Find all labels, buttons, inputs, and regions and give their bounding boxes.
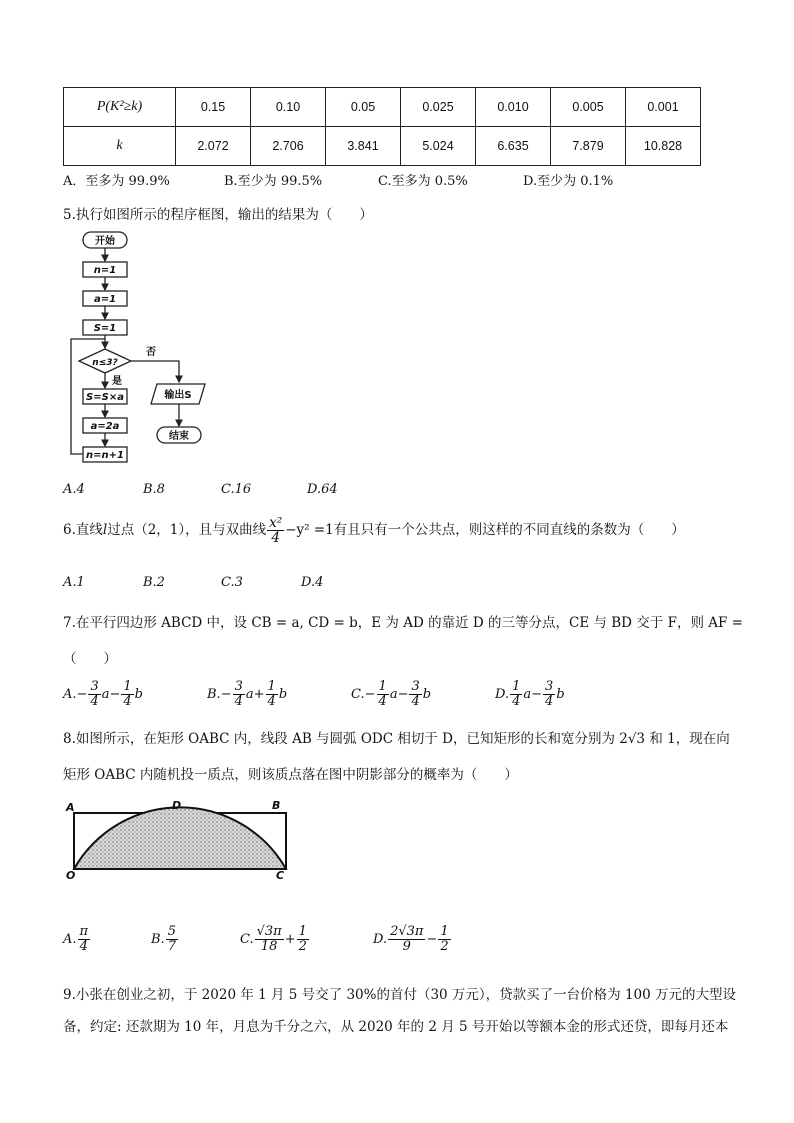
table-cell: 5.024 xyxy=(401,127,476,166)
label-o: O xyxy=(66,869,76,879)
q6-tail: −y² =1有且只有一个公共点，则这样的不同直线的条数为（ ） xyxy=(285,522,685,538)
q9-stem: 9.小张在创业之初，于 2020 年 1 月 5 号交了 30%的首付（30 万元），贷款买了一台价格为 100 万元的大型设 xyxy=(63,987,737,1003)
vec: b xyxy=(278,687,288,702)
table-cell: 2.706 xyxy=(251,127,326,166)
vec: a xyxy=(245,687,254,702)
op: − xyxy=(426,932,438,947)
q6-option-b: B.2 xyxy=(143,575,165,590)
q8-option-d xyxy=(373,925,452,954)
sign: − xyxy=(109,687,121,702)
q8-stem-line2: 矩形 OABC 内随机投一质点，则该质点落在图中阴影部分的概率为（ ） xyxy=(63,767,518,783)
q9-stem-line2: 备，约定: 还款期为 10 年，月息为千分之六，从 2020 年的 2 月 5 号开始以等额本金的形式还贷，即每月还本 xyxy=(63,1019,729,1035)
q4-option-d: D.至少为 0.1% xyxy=(523,174,614,189)
label-d: D xyxy=(172,799,182,812)
q6-line-l: l xyxy=(102,522,108,538)
frac-den: 4 xyxy=(79,939,88,954)
flowchart xyxy=(63,227,233,467)
frac-den: 18 xyxy=(260,939,278,954)
q6-frac-num: x² xyxy=(269,515,283,531)
frac-num: 2√3π xyxy=(390,924,424,939)
op: + xyxy=(284,932,296,947)
sign: − xyxy=(397,687,409,702)
q7-stem: 7.在平行四边形 ABCD 中，设 CB = a, CD = b，E 为 AD 的靠近 D 的三等分点，CE 与 BD 交于 F，则 AF = xyxy=(63,615,743,631)
vec: a xyxy=(389,687,398,702)
table-cell: 0.025 xyxy=(401,88,476,127)
frac-den: 4 xyxy=(512,694,521,709)
flow-yes-label: 是 xyxy=(112,376,122,387)
q6-prefix: 6.直线 xyxy=(63,522,103,538)
flow-a-update-label: a=2a xyxy=(90,421,120,432)
vec: b xyxy=(134,687,143,702)
frac-num: 3 xyxy=(411,679,420,694)
q8-stem: 8.如图所示，在矩形 OABC 内，线段 AB 与圆弧 ODC 相切于 D，已知矩形的长和宽分别为 2√3 和 1，现在向 xyxy=(63,731,730,747)
opt-label: A. xyxy=(63,687,77,702)
opt-label: D. xyxy=(373,932,388,947)
frac-den: 4 xyxy=(411,694,420,709)
q7-option-c xyxy=(351,680,431,709)
opt-label: B. xyxy=(207,687,221,702)
frac-num: π xyxy=(79,924,89,939)
q7-stem-line2: （ ） xyxy=(63,651,117,667)
flow-n-init-label: n=1 xyxy=(93,265,117,276)
table-cell: 0.001 xyxy=(626,88,701,127)
frac-num: 5 xyxy=(167,924,176,939)
label-b: B xyxy=(272,799,281,812)
q5-option-b: B.8 xyxy=(143,482,165,497)
opt-label: B. xyxy=(151,932,165,947)
flow-output-label: 输出S xyxy=(164,390,192,401)
q6-option-d: D.4 xyxy=(301,575,324,590)
frac-den: 4 xyxy=(267,694,276,709)
q7-option-a xyxy=(63,680,143,709)
q6-option-c: C.3 xyxy=(221,575,243,590)
q5-option-a: A.4 xyxy=(63,482,85,497)
q6-fraction xyxy=(267,516,284,545)
rectangle-arc-figure xyxy=(64,797,296,879)
q6-frac-den: 4 xyxy=(271,530,280,546)
table-cell: 10.828 xyxy=(626,127,701,166)
q4-option-c: C.至多为 0.5% xyxy=(378,174,468,189)
q8-option-b xyxy=(151,925,179,954)
q7-option-d xyxy=(495,680,565,709)
critical-value-table xyxy=(63,87,701,166)
frac-den: 7 xyxy=(167,939,176,954)
vec: b xyxy=(422,687,432,702)
frac-den: 4 xyxy=(545,694,554,709)
frac-num: 1 xyxy=(440,924,449,939)
opt-label: A. xyxy=(63,932,77,947)
flow-cond-label: n≤3? xyxy=(92,358,118,368)
frac-den: 2 xyxy=(440,939,449,954)
table-cell: 3.841 xyxy=(326,127,401,166)
frac-num: 3 xyxy=(545,679,554,694)
flow-s-update-label: S=S×a xyxy=(86,392,124,403)
sign: − xyxy=(76,687,88,702)
sign: − xyxy=(220,687,232,702)
frac-num: 3 xyxy=(234,679,243,694)
flow-n-update-label: n=n+1 xyxy=(86,450,124,461)
q5-stem: 5.执行如图所示的程序框图，输出的结果为（ ） xyxy=(63,207,373,223)
opt-label: C. xyxy=(240,932,254,947)
frac-num: √3π xyxy=(256,924,282,939)
table-cell: 7.879 xyxy=(551,127,626,166)
flow-no-label: 否 xyxy=(146,347,156,358)
frac-den: 4 xyxy=(234,694,243,709)
opt-label: D. xyxy=(495,687,510,702)
flow-s-init-label: S=1 xyxy=(93,323,117,334)
table-cell: 0.05 xyxy=(326,88,401,127)
label-c: C xyxy=(276,869,285,879)
frac-num: 1 xyxy=(123,679,132,694)
table-cell: 0.10 xyxy=(251,88,326,127)
vec: a xyxy=(101,687,110,702)
flow-a-init-label: a=1 xyxy=(93,294,117,305)
q4-option-a: A．至多为 99.9% xyxy=(63,174,170,189)
q6-option-a: A.1 xyxy=(63,575,85,590)
q6-mid: 过点（2，1），且与双曲线 xyxy=(107,522,267,538)
frac-num: 1 xyxy=(267,679,276,694)
flow-end-label: 结束 xyxy=(169,431,189,442)
q5-option-c: C.16 xyxy=(221,482,252,497)
frac-den: 2 xyxy=(298,939,307,954)
q8-option-a xyxy=(63,925,91,954)
shaded-arc-region xyxy=(74,807,286,869)
frac-den: 4 xyxy=(123,694,132,709)
frac-den: 9 xyxy=(402,939,411,954)
table-row xyxy=(64,127,701,166)
frac-num: 1 xyxy=(298,924,307,939)
table-row xyxy=(64,88,701,127)
frac-den: 4 xyxy=(90,694,99,709)
sign: + xyxy=(253,687,265,702)
sign: − xyxy=(531,687,543,702)
table-cell: 2.072 xyxy=(176,127,251,166)
frac-den: 4 xyxy=(378,694,387,709)
table-cell: 0.005 xyxy=(551,88,626,127)
opt-label: C. xyxy=(351,687,365,702)
table-header-p: P(K²≥k) xyxy=(64,88,176,127)
table-header-k: k xyxy=(64,127,176,166)
q8-option-c xyxy=(240,925,310,954)
label-a: A xyxy=(66,801,75,814)
vec: b xyxy=(556,687,565,702)
vec: a xyxy=(523,687,532,702)
table-cell: 0.15 xyxy=(176,88,251,127)
q7-option-b xyxy=(207,680,287,709)
flow-start-label: 开始 xyxy=(95,236,115,247)
table-cell: 6.635 xyxy=(476,127,551,166)
sign: − xyxy=(364,687,376,702)
frac-num: 3 xyxy=(90,679,99,694)
q4-option-b: B.至少为 99.5% xyxy=(224,174,323,189)
table-cell: 0.010 xyxy=(476,88,551,127)
frac-num: 1 xyxy=(378,679,387,694)
q6-stem xyxy=(63,516,685,545)
q5-option-d: D.64 xyxy=(307,482,338,497)
frac-num: 1 xyxy=(512,679,521,694)
